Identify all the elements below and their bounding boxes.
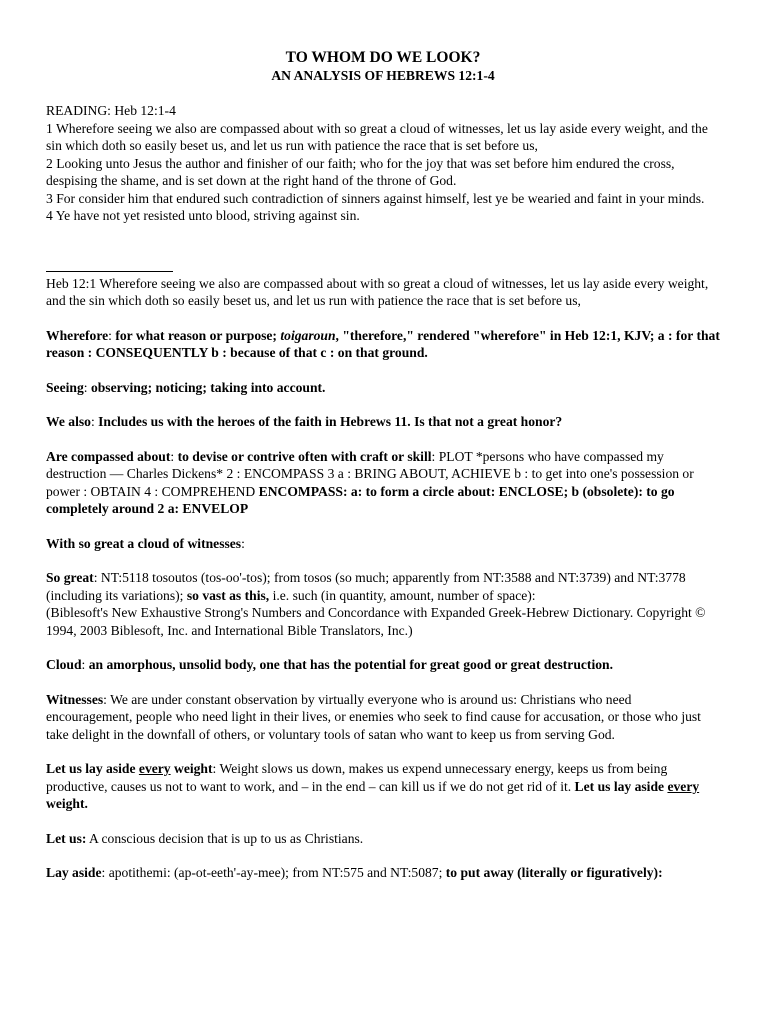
definition: for what reason or purpose; (115, 327, 281, 343)
entry-seeing: Seeing: observing; noticing; taking into account. (46, 379, 326, 395)
definition: observing; noticing; taking into account. (90, 379, 326, 395)
definition: an amorphous, unsolid body, one that has the potential for great good or great destruction. (88, 657, 613, 672)
term: Are compassed about (46, 448, 171, 464)
entry-we-also: We also: Includes us with the heroes of the faith in Hebrews 11. Is that not a great honor? (46, 414, 563, 429)
term: Wherefore (46, 327, 109, 343)
definition-bold: to devise or contrive often with craft or skill (177, 448, 432, 464)
entry-wherefore: Wherefore: for what reason or purpose; toigaroun, "therefore," rendered "wherefore" in Heb 12:1, KJV; a : for that reason : CONSEQUENTLY b : because of that c : on that ground. (46, 327, 720, 360)
definition: : We are under constant observation by virtually everyone who is around us: Christians who need encouragement, people who need light in their lives, or enemies who seek to find cause for accusation, or those who just take delight in the downfall of others, or voluntary tools of satan who want to keep us from serving God. (46, 691, 701, 742)
section-divider (46, 271, 173, 272)
verse-4: 4 Ye have not yet resisted unto blood, striving against sin. (46, 208, 360, 223)
page-subtitle: AN ANALYSIS OF HEBREWS 12:1-4 (271, 68, 495, 83)
term: Witnesses (46, 691, 104, 707)
definition-bold: to put away (literally or figuratively): (445, 865, 663, 880)
term: Lay aside (46, 865, 102, 880)
entry-let-us (46, 830, 720, 848)
entry-witnesses (46, 691, 720, 744)
definition-cont: i.e. such (in quantity, amount, number of space): (269, 587, 536, 603)
definition: : apotithemi: (ap-ot-eeth'-ay-mee); from NT:575 and NT:5087; (101, 865, 446, 880)
verse-2: 2 Looking unto Jesus the author and finisher of our faith; who for the joy that was set before him endured the cross, despising the shame, and is set down at the right hand of the throne of God. (46, 155, 675, 188)
definition-bold: so vast as this, (186, 587, 270, 603)
entry-lay-aside (46, 864, 720, 882)
source-citation: (Biblesoft's New Exhaustive Strong's Numbers and Concordance with Expanded Greek-Hebrew Dictionary. Copyright © 1994, 2003 Biblesoft, Inc. and International Bible Translators, Inc.) (46, 605, 706, 638)
page-title: TO WHOM DO WE LOOK? (285, 49, 481, 66)
term: With so great a cloud of witnesses (46, 535, 242, 551)
entry-cloud-of-witnesses: With so great a cloud of witnesses: (46, 535, 245, 551)
term: Cloud (46, 657, 82, 672)
entry-lay-aside-every-weight (46, 760, 720, 813)
definition: A conscious decision that is up to us as Christians. (86, 830, 364, 846)
entry-compassed: Are compassed about: to devise or contrive often with craft or skill: PLOT *persons who have compassed my destruction — Charles Dickens* 2 : ENCOMPASS 3 a : BRING ABOUT, ACHIEVE b : to get into one's possession or power : OBTAIN 4 : COMPREHEND ENCOMPASS: a: to form a circle about: ENCLOSE; b (obsolete): to go completely around 2 a: ENVELOP (46, 448, 694, 516)
definition-bold-2: ENCOMPASS: a: to form a circle about: ENCLOSE; b (obsolete): to go completely around 2 a: ENVELOP (46, 483, 675, 516)
reading-section (46, 102, 720, 225)
closing-emphasis: Let us lay aside every weight. (46, 778, 700, 811)
entry-so-great (46, 569, 720, 639)
greek-word: toigaroun (280, 327, 336, 343)
definition: : NT:5118 tosoutos (tos-oo'-tos); from tosos (so much; apparently from NT:3588 and NT:3739) and NT:3778 (including its variations); (46, 570, 686, 603)
spacer (46, 225, 720, 271)
definition: : Weight slows us down, makes us expend unnecessary energy, keeps us from being productive, causes us not to want to work, and – in the end – can kill us if we do not get rid of it. (46, 761, 668, 794)
reading-heading: READING: Heb 12:1-4 (46, 103, 176, 118)
term: So great (46, 570, 94, 585)
term: We also (46, 414, 91, 429)
definition: : PLOT *persons who have compassed my destruction — Charles Dickens* 2 : ENCOMPASS 3 a : BRING ABOUT, ACHIEVE b : to get into one's possession or power : OBTAIN 4 : COMPREHEND (46, 448, 694, 499)
entry-cloud: Cloud: an amorphous, unsolid body, one that has the potential for great good or great destruction. (46, 657, 613, 672)
verse-quote: Heb 12:1 Wherefore seeing we also are compassed about with so great a cloud of witnesses, let us lay aside every weight, and the sin which doth so easily beset us, and let us run with patience the race that is set before us, (46, 275, 709, 308)
verse-1: 1 Wherefore seeing we also are compassed about with so great a cloud of witnesses, let us lay aside every weight, and the sin which doth so easily beset us, and let us run with patience the race that is set before us, (46, 120, 708, 153)
verse-3: 3 For consider him that endured such contradiction of sinners against himself, lest ye be wearied and faint in your minds. (46, 190, 705, 206)
term: Let us: (46, 830, 87, 846)
term: Let us lay aside every weight (46, 761, 213, 776)
definition-cont: , "therefore," rendered "wherefore" in Heb 12:1, KJV; a : for that reason : CONSEQUENTLY b : because of that c : on that ground. (46, 327, 720, 360)
definition: Includes us with the heroes of the faith in Hebrews 11. Is that not a great honor? (98, 414, 563, 429)
term: Seeing (46, 379, 84, 395)
